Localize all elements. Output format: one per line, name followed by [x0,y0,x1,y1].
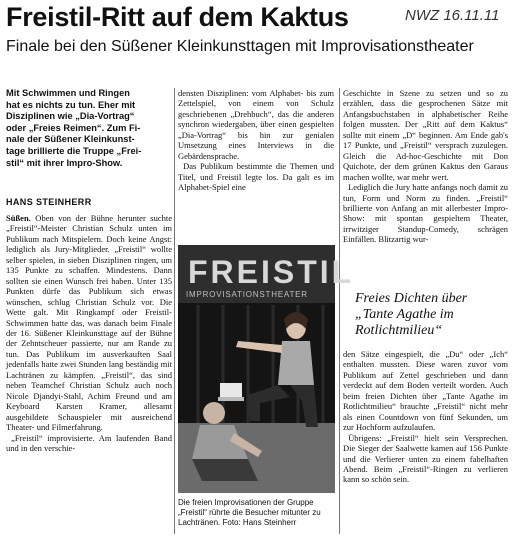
paragraph: „Freistil“ improvisierte. Am laufenden Band und in den verschie- [6,432,172,453]
subheadline: Finale bei den Süßener Kleinkunsttagen mit Improvisationstheater [6,38,474,55]
lead-line: stil“ mit ihrer Impro-Show. [6,157,123,168]
byline: HANS STEINHERR [6,197,92,207]
paragraph: Übrigens: „Freistil“ hielt sein Versprechen. Die Sieger der Saalwette kamen auf 156 Punkte und die Verlierer unten zu einem fabelhaften Abend. Beim „Freistil“-Ringen zu verlieren kann so schön sein. [343,432,508,485]
article-column-2 [178,88,334,241]
date-stamp: NWZ 16.11.11 [405,7,500,24]
lead-line: oder „Freies Reimen“. Zum Fi- [6,122,141,133]
lead-paragraph [6,88,172,169]
paragraph: Das Publikum bestimmte die Themen und Titel, und Freistil legte los. Da galt es im Alphabet-Spiel eine [178,161,334,193]
column-divider [174,88,175,534]
article-column-3 [343,88,508,284]
paragraph: den Sätze eingespielt, die „Du“ oder „Ich“ enthalten mussten. Diese waren zuvor vom Publikum auf Zettel geschrieben und dann verdeckt auf dem Boden verteilt worden. Auch beim freien Dichten über „Tante Agathe im Rotlichtmilieu“ brauchte „Freistil“ nicht mehr als einen Countdown von fünf Sekunden, um zur Hochform aufzulaufen. [343,349,508,433]
lead-line: Disziplinen wie „Dia-Vortrag“ [6,111,135,122]
lead-line: hat es nichts zu tun. Eher mit [6,99,136,110]
paragraph: Geschichte in Szene zu setzen und so zu erzählen, dass die gesprochenen Sätze mit Anfangsbuchstaben in alphabetischer Reihe folgen mussten. Der „Ritt auf dem Kaktus“ sollte mit einem „D“ beginnen. Am Ende gab's 17 Punkte, und „Freistil“ versprach zuzulegen. Gleich die Ad-hoc-Geschichte mit Don Quichote, der dem grünen Kaktus den Garaus machen wollte, war mehr wert. [343,88,508,182]
photo-illustration [178,245,355,493]
lead-line: nale der Süßener Kleinkunst- [6,134,135,145]
banner-subtitle: IMPROVISATIONSTHEATER [186,290,308,299]
photo-caption: Die freien Improvisationen der Gruppe „Freistil“ rührte die Besucher mitunter zu Lachtränen. Foto: Hans Steinherr [178,498,321,527]
stage-photo [178,245,355,493]
dateline: Süßen. [6,213,31,223]
pull-quote: Freies Dichten über „Tante Agathe im Rotlichtmilieu“ [355,291,468,338]
article-column-1 [6,213,172,535]
lead-line: tage brillierte die Truppe „Frei- [6,145,142,156]
article-column-3-continued [343,349,508,536]
banner-title: FREISTIL [188,254,355,290]
paragraph: Lediglich die Jury hatte anfangs noch damit zu tun, Form und Norm zu finden. „Freistil“ brillierte von Anfang an mit allerbester Impro-Show: mit spontan gespieltem Theater, irrwitziger Standup-Comedy, schrägen Einfällen. Blitzartig wur- [343,182,508,245]
headline: Freistil-Ritt auf dem Kaktus [6,2,349,32]
lead-line: Mit Schwimmen und Ringen [6,88,130,98]
column-divider [339,88,340,534]
paragraph: densten Disziplinen: vom Alphabet- bis zum Zettelspiel, von einem von Schulz geschriebenen „Drehbuch“, das die anderen synchron wiedergaben, über einen gespielten „Dia-Vortrag“ bis hin zur genialen Umsetzung eines Interviews in die Gebärdensprache. [178,88,334,161]
paragraph: Oben von der Bühne herunter suchte „Freistil“-Meister Christian Schulz unten im Publikum nach Mitspielern. Doch keine Angst: lediglich als Jury-Mitglieder. „Freistil“ wollte selber spielen, in sieben Disziplinen ringen, um 135 Punkte zu schaffen. Mindestens. Dann sollten sie einen Wunsch frei haben. Unter 135 Punkten dürfe das Publikum sich etwas wünschen, schlug Christian Schulz vor. Die Wette galt. Mit Ringkampf oder Freistil-Schwimmen hatte das, was danach beim Finale der 16. Süßener Kleinkunsttage auf der Bühne der Zehntscheuer passierte, nur am Rande zu tun. Das Publikum im ausverkauften Saal jedenfalls hatte zwei Stunden lang beständig mit Lachtränen zu kämpfen. „Freistil“, das sind neben Teamchef Christian Schulz auch noch Nicole Djandyi-Stahl, Achim Freund und am Keyboard Karsten Kramer, allesamt ausgebildete Schauspieler mit ausreichend Theater- und Filmerfahrung. [6,213,172,433]
